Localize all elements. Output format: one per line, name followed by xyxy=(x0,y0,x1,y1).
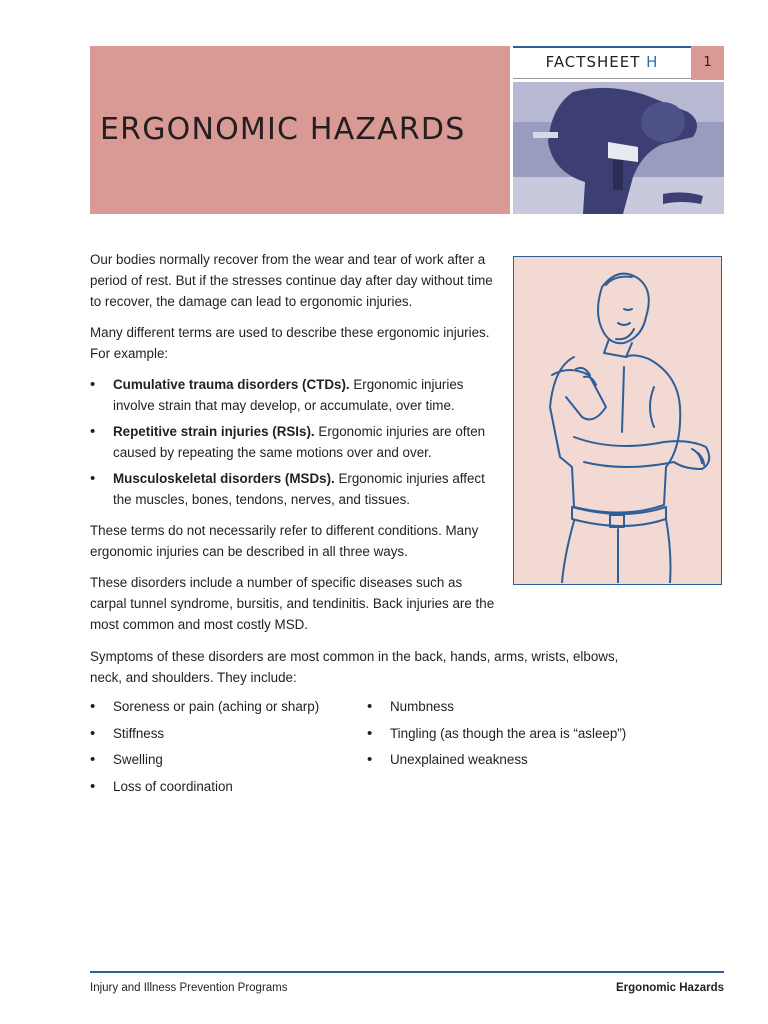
worker-drilling-image xyxy=(513,82,724,214)
man-shoulder-pain-drawing xyxy=(514,257,720,583)
factsheet-label xyxy=(513,48,691,78)
symptoms-left-column xyxy=(90,697,360,803)
list-item xyxy=(90,468,502,510)
paragraph-terms: Many different terms are used to describe these ergonomic injuries. For example: xyxy=(90,325,490,361)
page-number: 1 xyxy=(691,46,724,80)
list-item: • Loss of coordination xyxy=(90,777,360,804)
term-name: Musculoskeletal disorders (MSDs). xyxy=(113,471,335,486)
list-item: • Numbness xyxy=(367,697,637,724)
term-desc: Ergonomic injuries involve strain that may develop, or accumulate, over time. xyxy=(113,377,464,413)
list-item: • Soreness or pain (aching or sharp) xyxy=(90,697,360,724)
term-desc: Ergonomic injuries are often caused by repeating the same motions over and over. xyxy=(113,424,486,460)
worker-photo xyxy=(513,82,724,214)
footer-section-name: Ergonomic Hazards xyxy=(616,982,724,994)
term-desc: Ergonomic injuries affect the muscles, bones, tendons, nerves, and tissues. xyxy=(113,471,485,507)
list-item: • Stiffness xyxy=(90,724,360,751)
factsheet-word: FACTSHEET xyxy=(545,53,641,71)
factsheet-bottom-rule xyxy=(513,78,691,79)
paragraph-conditions: These terms do not necessarily refer to different conditions. Many ergonomic injuries can be described in all three ways. xyxy=(90,523,479,559)
paragraph-diseases: These disorders include a number of specific diseases such as carpal tunnel syndrome, bursitis, and tendinitis. Back injuries are the most common and most costly MSD. xyxy=(90,575,495,632)
paragraph-symptoms: Symptoms of these disorders are most common in the back, hands, arms, wrists, elbows, neck, and shoulders. They include: xyxy=(90,649,619,685)
list-item: • Tingling (as though the area is “asleep”) xyxy=(367,724,637,751)
list-item xyxy=(90,374,502,416)
title-banner xyxy=(90,46,510,214)
page-title: ERGONOMIC HAZARDS xyxy=(100,112,466,147)
symptoms-intro xyxy=(90,646,650,688)
factsheet-letter: H xyxy=(646,53,659,71)
footer-program-name: Injury and Illness Prevention Programs xyxy=(90,982,288,994)
list-item: • Unexplained weakness xyxy=(367,750,637,777)
intro-text xyxy=(90,249,502,645)
term-name: Repetitive strain injuries (RSIs). xyxy=(113,424,315,439)
terms-list xyxy=(90,374,502,510)
symptoms-right-column xyxy=(367,697,637,777)
footer-rule xyxy=(90,971,724,973)
paragraph-intro: Our bodies normally recover from the wear and tear of work after a period of rest. But if the stresses continue day after day without time to recover, the damage can lead to ergonomic injuries. xyxy=(90,252,493,309)
term-name: Cumulative trauma disorders (CTDs). xyxy=(113,377,350,392)
list-item: • Swelling xyxy=(90,750,360,777)
shoulder-pain-illustration xyxy=(513,256,722,585)
list-item xyxy=(90,421,502,463)
